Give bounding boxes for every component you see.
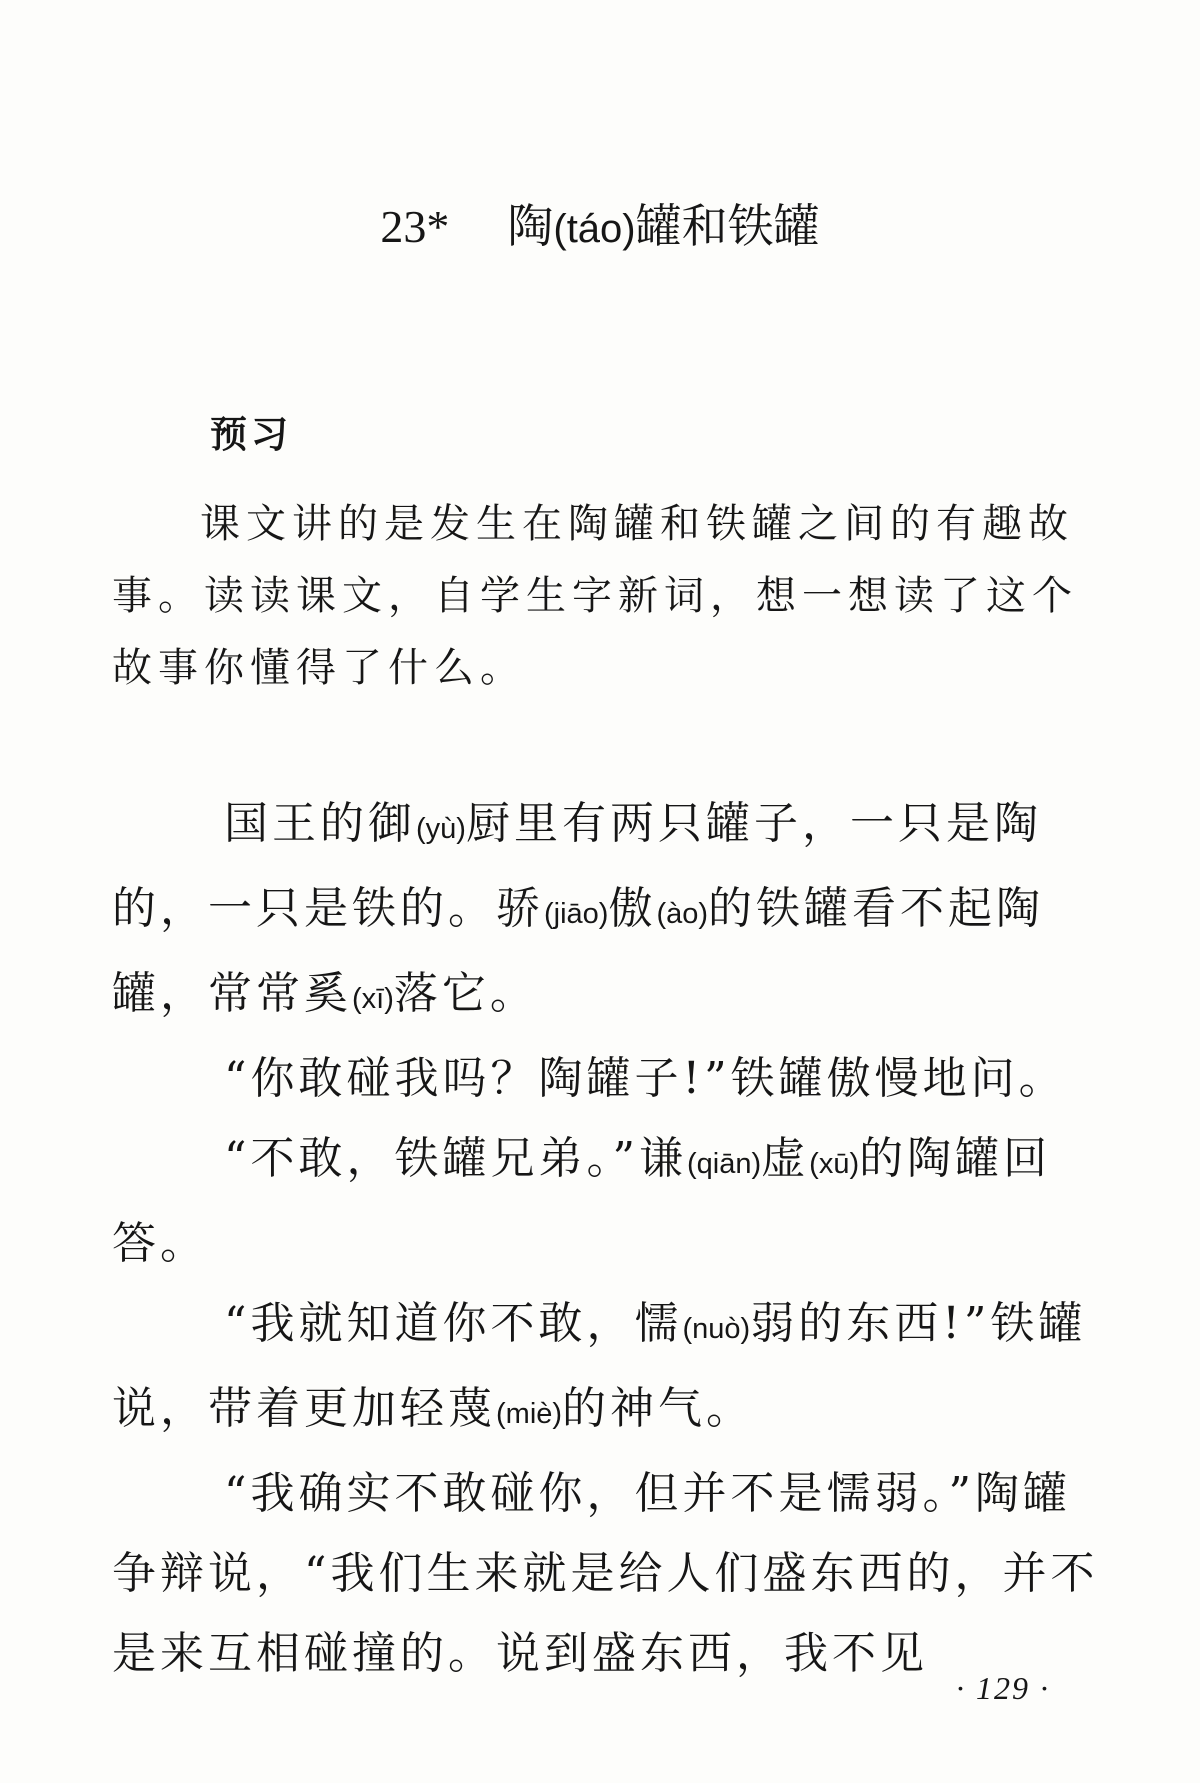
text-segment: 国王的御 [224, 798, 416, 849]
title-char: 陶 [507, 199, 554, 253]
text-segment: 的铁罐看不起陶罐，常常奚 [112, 883, 1045, 1019]
preview-heading: 预习 [210, 413, 292, 456]
story-paragraph-3 [112, 1119, 1116, 1284]
text-segment: 弱的东西!”铁罐说，带着更加轻蔑 [112, 1298, 1087, 1434]
story-paragraph-1 [112, 784, 1116, 1039]
text-segment: 虚 [761, 1133, 810, 1184]
story-paragraph-5: “我确实不敢碰你，但并不是懦弱。”陶罐争辩说，“我们生来就是给人们盛东西的，并不是来互相碰撞的。说到盛东西，我不见 [112, 1468, 1099, 1679]
page-number: · 129 · [956, 1670, 1050, 1706]
pinyin-annotation: (qiān) [687, 1148, 762, 1180]
pinyin-annotation: (yù) [416, 813, 466, 845]
pinyin-annotation: (jiāo) [544, 898, 609, 930]
text-segment: 傲 [608, 883, 657, 934]
lesson-number: 23* [380, 201, 450, 252]
pinyin-annotation: (nuò) [682, 1313, 751, 1345]
text-segment: 的陶罐回答。 [112, 1133, 1052, 1269]
title-rest: 罐和铁罐 [635, 199, 820, 253]
title-pinyin: (táo) [553, 207, 636, 251]
pinyin-annotation: (miè) [496, 1398, 563, 1430]
pinyin-annotation: (xū) [809, 1148, 860, 1180]
story-body [112, 784, 1116, 1694]
text-segment: 厨里有两只罐子，一只是陶的，一只是铁的。骄 [112, 798, 1042, 934]
text-segment: 落它。 [393, 968, 538, 1019]
text-segment: “不敢，铁罐兄弟。”谦 [224, 1133, 687, 1184]
lesson-title [0, 196, 1200, 259]
story-paragraph-2: “你敢碰我吗？陶罐子!”铁罐傲慢地问。 [224, 1053, 1067, 1104]
pinyin-annotation: (ào) [656, 898, 709, 930]
pinyin-annotation: (xī) [352, 983, 394, 1015]
story-paragraph-4 [112, 1284, 1116, 1454]
text-segment: “我就知道你不敢，懦 [224, 1298, 683, 1349]
preview-text: 课文讲的是发生在陶罐和铁罐之间的有趣故事。读读课文，自学生字新词，想一想读了这个故事你懂得了什么。 [112, 501, 1078, 691]
text-segment: 的神气。 [562, 1383, 755, 1434]
